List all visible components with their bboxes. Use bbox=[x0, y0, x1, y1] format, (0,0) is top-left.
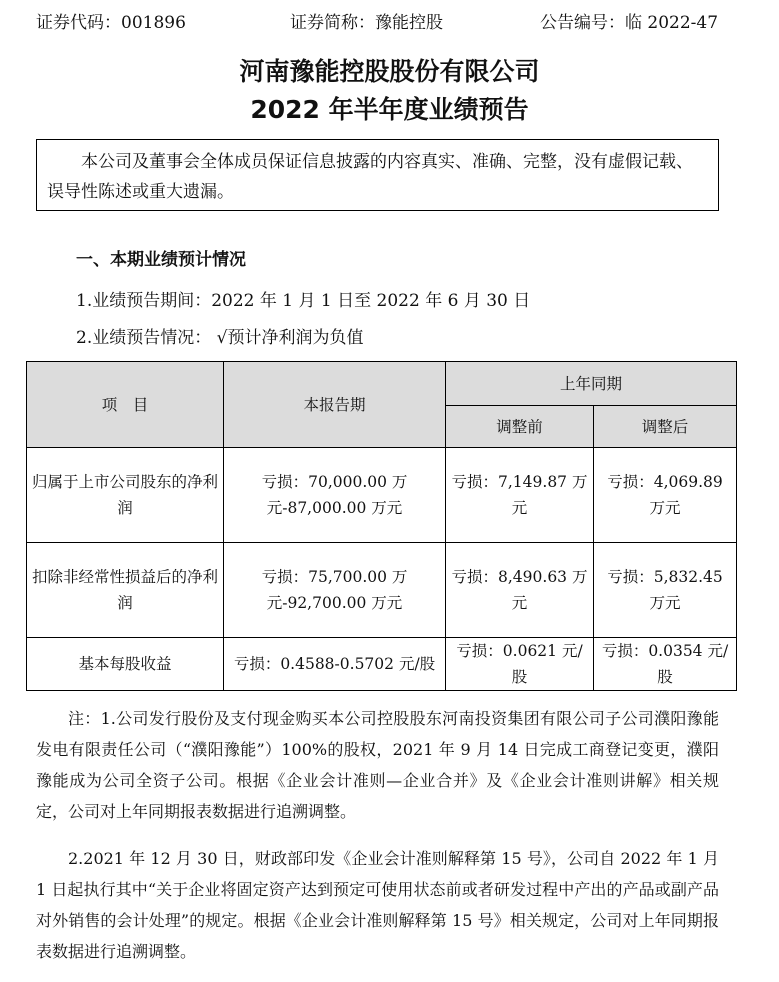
row-item: 扣除非经常性损益后的净利润 bbox=[27, 543, 224, 638]
header-before-adjustment: 调整前 bbox=[446, 406, 594, 448]
stock-code: 证券代码：001896 bbox=[36, 13, 186, 33]
row-current: 亏损：0.4588-0.5702 元/股 bbox=[224, 638, 446, 691]
note-1 bbox=[36, 703, 719, 827]
report-title: 2022 年半年度业绩预告 bbox=[250, 95, 529, 124]
table-header-row bbox=[27, 362, 737, 406]
row-after: 亏损：4,069.89 万元 bbox=[594, 448, 737, 543]
section-title: 一、本期业绩预计情况 bbox=[76, 250, 246, 270]
row-before: 亏损：0.0621 元/股 bbox=[446, 638, 594, 691]
header-last-year: 上年同期 bbox=[446, 362, 737, 406]
forecast-situation: 2.业绩预告情况： √预计净利润为负值 bbox=[76, 328, 364, 348]
note-2 bbox=[36, 843, 719, 967]
announcement-number: 公告编号：临 2022-47 bbox=[540, 13, 719, 33]
company-title: 河南豫能控股股份有限公司 bbox=[239, 57, 540, 86]
forecast-period: 1.业绩预告期间：2022 年 1 月 1 日至 2022 年 6 月 30 日 bbox=[76, 291, 531, 311]
table-row bbox=[27, 543, 737, 638]
header-current-period: 本报告期 bbox=[224, 362, 446, 448]
performance-forecast-table bbox=[26, 361, 737, 691]
table-row bbox=[27, 638, 737, 691]
table-row bbox=[27, 448, 737, 543]
row-before: 亏损：7,149.87 万元 bbox=[446, 448, 594, 543]
header-after-adjustment: 调整后 bbox=[594, 406, 737, 448]
disclosure-notice-text: 本公司及董事会全体成员保证信息披露的内容真实、准确、完整，没有虚假记载、误导性陈述或重大遗漏。 bbox=[47, 152, 693, 202]
note-2-text: 2.2021 年 12 月 30 日，财政部印发《企业会计准则解释第 15 号》，公司自 2022 年 1 月 1 日起执行其中“关于企业将固定资产达到预定可使用状态前或者研发过程中产出的产品或副产品对外销售的会计处理”的规定。根据《企业会计准则解释第 15 号》相关规定，公司对上年同期报表数据进行追溯调整。 bbox=[36, 849, 719, 961]
disclosure-notice-box bbox=[36, 139, 719, 211]
row-current: 亏损：75,700.00 万元-92,700.00 万元 bbox=[224, 543, 446, 638]
row-item: 归属于上市公司股东的净利润 bbox=[27, 448, 224, 543]
note-1-text: 注：1.公司发行股份及支付现金购买本公司控股股东河南投资集团有限公司子公司濮阳豫能发电有限责任公司（“濮阳豫能”）100%的股权，2021 年 9 月 14 日完成工商登记变更，濮阳豫能成为公司全资子公司。根据《企业会计准则—企业合并》及《企业会计准则讲解》相关规定，公司对上年同期报表数据进行追溯调整。 bbox=[36, 709, 719, 821]
row-before: 亏损：8,490.63 万元 bbox=[446, 543, 594, 638]
row-after: 亏损：0.0354 元/股 bbox=[594, 638, 737, 691]
stock-abbreviation: 证券简称：豫能控股 bbox=[290, 13, 443, 33]
header-item: 项 目 bbox=[27, 362, 224, 448]
row-current: 亏损：70,000.00 万元-87,000.00 万元 bbox=[224, 448, 446, 543]
row-item: 基本每股收益 bbox=[27, 638, 224, 691]
row-after: 亏损：5,832.45 万元 bbox=[594, 543, 737, 638]
